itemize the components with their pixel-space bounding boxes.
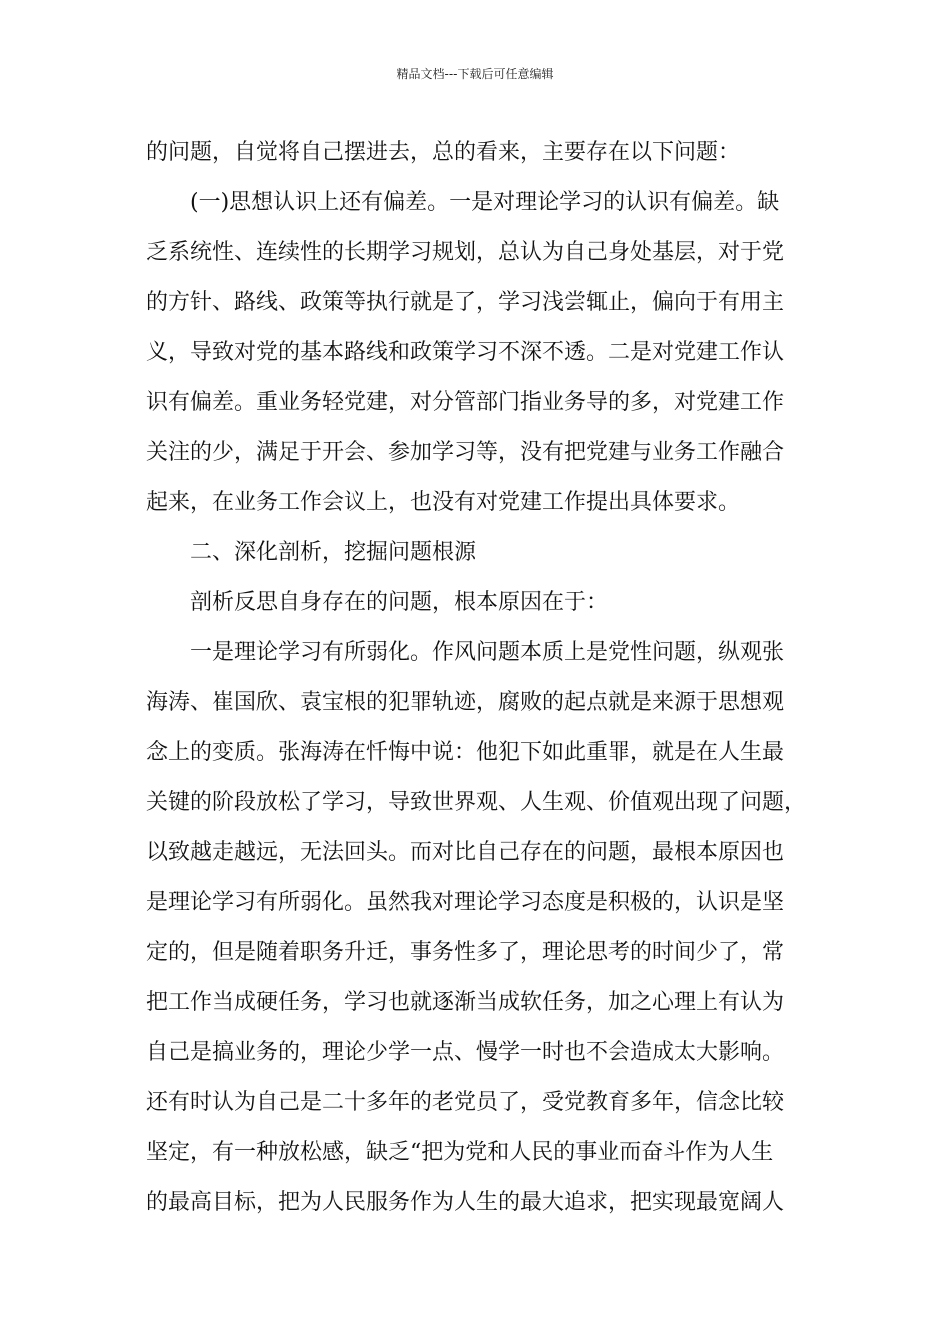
text-line: 关键的阶段放松了学习，导致世界观、人生观、价值观出现了问题， xyxy=(146,790,807,815)
section-heading: 二、深化剖析，挖掘问题根源 xyxy=(190,540,477,565)
page-header: 精品文档---下载后可任意编辑 xyxy=(396,67,554,81)
text-line: 把工作当成硬任务，学习也就逐渐当成软任务，加之心理上有认为 xyxy=(146,990,785,1015)
text-line: 关注的少，满足于开会、参加学习等，没有把党建与业务工作融合 xyxy=(146,440,785,465)
text-line: 还有时认为自己是二十多年的老党员了，受党教育多年，信念比较 xyxy=(146,1090,785,1115)
text-line: 坚定，有一种放松感，缺乏“把为党和人民的事业而奋斗作为人生 xyxy=(146,1140,774,1165)
text-line: 是理论学习有所弱化。虽然我对理论学习态度是积极的，认识是坚 xyxy=(146,890,785,915)
text-line: 海涛、崔国欣、袁宝根的犯罪轨迹，腐败的起点就是来源于思想观 xyxy=(146,690,785,715)
text-line: 自己是搞业务的，理论少学一点、慢学一时也不会造成太大影响。 xyxy=(146,1040,785,1065)
text-line: 的最高目标，把为人民服务作为人生的最大追求，把实现最宽阔人 xyxy=(146,1190,785,1215)
text-line: 以致越走越远，无法回头。而对比自己存在的问题，最根本原因也 xyxy=(146,840,785,865)
text-line: 的方针、路线、政策等执行就是了，学习浅尝辄止，偏向于有用主 xyxy=(146,290,785,315)
text-line: 义，导致对党的基本路线和政策学习不深不透。二是对党建工作认 xyxy=(146,340,785,365)
document-body xyxy=(146,128,806,1228)
text-line: 起来，在业务工作会议上，也没有对党建工作提出具体要求。 xyxy=(146,490,741,515)
text-line: 定的，但是随着职务升迁，事务性多了，理论思考的时间少了，常 xyxy=(146,940,785,965)
text-line: 的问题，自觉将自己摆进去，总的看来，主要存在以下问题： xyxy=(146,140,741,165)
text-line: 剖析反思自身存在的问题，根本原因在于： xyxy=(190,590,609,615)
text-line: 念上的变质。张海涛在忏悔中说：他犯下如此重罪，就是在人生最 xyxy=(146,740,785,765)
text-line: 乏系统性、连续性的长期学习规划，总认为自己身处基层，对于党 xyxy=(146,240,785,265)
text-line: 一是理论学习有所弱化。作风问题本质上是党性问题，纵观张 xyxy=(190,640,785,665)
text-line: (一)思想认识上还有偏差。一是对理论学习的认识有偏差。缺 xyxy=(190,190,780,215)
text-line: 识有偏差。重业务轻党建，对分管部门指业务导的多，对党建工作 xyxy=(146,390,785,415)
